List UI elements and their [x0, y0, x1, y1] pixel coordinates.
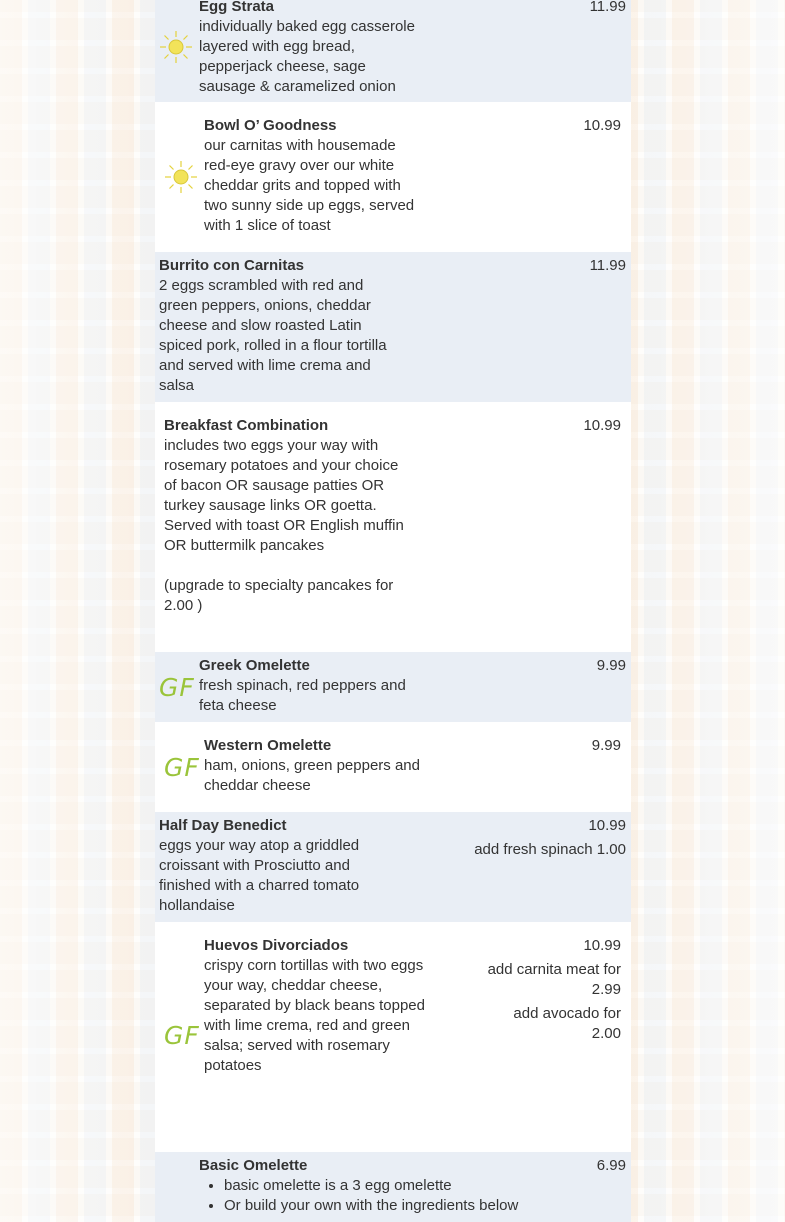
- item-name: Bowl O’ Goodness: [204, 117, 337, 134]
- item-price: 11.99: [589, 257, 626, 274]
- gluten-free-badge: GF: [164, 753, 200, 782]
- item-name: Half Day Benedict: [159, 817, 287, 834]
- item-bullet-list: [199, 1176, 524, 1216]
- gluten-free-badge: GF: [164, 1021, 200, 1050]
- menu-item-burrito-con-carnitas: [155, 252, 631, 402]
- item-note: (upgrade to specialty pancakes for 2.00 ): [164, 577, 394, 614]
- gluten-free-badge: GF: [159, 673, 195, 702]
- item-name: Egg Strata: [199, 0, 275, 15]
- item-price: 9.99: [596, 657, 626, 674]
- item-addon-carnita: add carnita meat for 2.99: [487, 961, 621, 998]
- sun-icon: [164, 160, 198, 198]
- item-name: Basic Omelette: [199, 1157, 308, 1174]
- list-item: • Or build your own with the ingredients below: [224, 1196, 524, 1216]
- item-addon: add fresh spinach 1.00: [474, 841, 626, 858]
- item-price: 6.99: [596, 1157, 626, 1174]
- item-description: fresh spinach, red peppers and feta cheese: [199, 677, 406, 714]
- item-price: 10.99: [583, 117, 621, 134]
- menu-item-breakfast-combination: [155, 402, 631, 652]
- item-name: Breakfast Combination: [164, 417, 329, 434]
- menu-item-basic-omelette: [155, 1152, 631, 1222]
- item-name: Greek Omelette: [199, 657, 310, 674]
- item-description: our carnitas with housemade red-eye gravy over our white cheddar grits and topped with two sunny side up eggs, served with 1 slice of toast: [204, 137, 415, 234]
- menu-item-western-omelette: [155, 722, 631, 812]
- item-price: 10.99: [588, 817, 626, 834]
- item-price: 10.99: [583, 937, 621, 954]
- item-addon-avocado: add avocado for 2.00: [513, 1005, 621, 1042]
- menu-item-half-day-benedict: [155, 812, 631, 922]
- menu-item-bowl-o-goodness: [155, 102, 631, 252]
- item-price: 9.99: [591, 737, 621, 754]
- item-description: eggs your way atop a griddled croissant with Prosciutto and finished with a charred tomato hollandaise: [159, 837, 360, 914]
- item-description: individually baked egg casserole layered with egg bread, pepperjack cheese, sage sausage & caramelized onion: [199, 18, 415, 95]
- item-price: 10.99: [583, 417, 621, 434]
- menu-item-egg-strata: [155, 0, 631, 102]
- item-description: crispy corn tortillas with two eggs your way, cheddar cheese, separated by black beans topped with lime crema, red and green salsa; served with rosemary potatoes: [204, 957, 425, 1074]
- menu-item-huevos-divorciados: [155, 922, 631, 1152]
- item-description: 2 eggs scrambled with red and green peppers, onions, cheddar cheese and slow roasted Latin spiced pork, rolled in a flour tortilla and served with lime crema and salsa: [159, 277, 387, 394]
- item-price: 11.99: [589, 0, 626, 15]
- sun-icon: [159, 30, 193, 68]
- list-item: • basic omelette is a 3 egg omelette: [224, 1176, 524, 1196]
- menu-item-greek-omelette: [155, 652, 631, 722]
- item-description: includes two eggs your way with rosemary potatoes and your choice of bacon OR sausage patties OR turkey sausage links OR goetta. Served with toast OR English muffin OR buttermilk pancakes: [164, 437, 404, 554]
- item-name: Huevos Divorciados: [204, 937, 349, 954]
- item-name: Western Omelette: [204, 737, 332, 754]
- item-name: Burrito con Carnitas: [159, 257, 305, 274]
- item-description: ham, onions, green peppers and cheddar cheese: [204, 757, 420, 794]
